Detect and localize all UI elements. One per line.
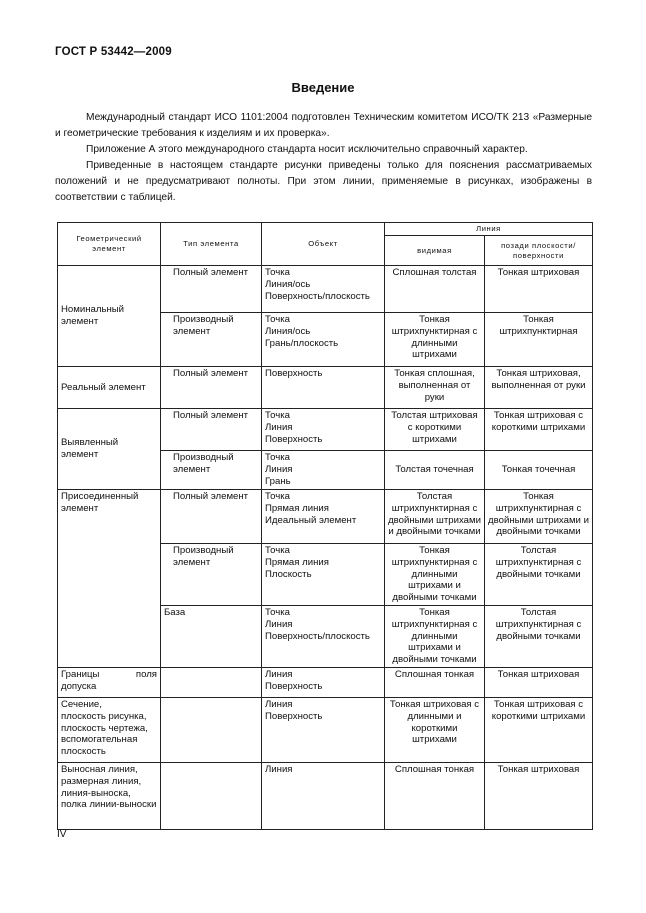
cell-extension-line-visible: Сплошная тонкая (385, 762, 485, 829)
cell-extension-line-object: Линия (262, 762, 385, 829)
cell-associated-geom: Присоединенный элемент (58, 490, 161, 668)
header-element-type: Тип элемента (161, 223, 262, 266)
cell-extracted-derived-object: Точка Линия Грань (262, 451, 385, 490)
cell-extracted-full-object: Точка Линия Поверхность (262, 409, 385, 451)
cell-real-type: Полный элемент (161, 367, 262, 409)
cell-extracted-geom: Выявленный элемент (58, 409, 161, 490)
header-visible: видимая (385, 236, 485, 266)
intro-section (55, 110, 592, 206)
cell-associated-datum-behind: Толстая штрихпунктирная с двойными точками (485, 605, 593, 667)
cell-associated-full-type: Полный элемент (161, 490, 262, 544)
cell-nominal-derived-behind: Тонкая штрихпунктирная (485, 313, 593, 367)
header-object: Объект (262, 223, 385, 266)
cell-associated-full-visible: Толстая штрихпунктирная с двойными штрихами и двойными точками (385, 490, 485, 544)
cell-section-behind: Тонкая штриховая с короткими штрихами (485, 697, 593, 762)
header-behind: позади плоскости/поверхности (485, 236, 593, 266)
cell-extracted-full-visible: Толстая штриховая с короткими штрихами (385, 409, 485, 451)
cell-associated-full-object: Точка Прямая линия Идеальный элемент (262, 490, 385, 544)
intro-paragraph-1: Международный стандарт ИСО 1101:2004 подготовлен Техническим комитетом ИСО/ТК 213 «Размерные и геометрические требования к изделиям и их проверка». (55, 112, 592, 139)
document-header: ГОСТ Р 53442—2009 (55, 46, 172, 58)
cell-extension-line-type (161, 762, 262, 829)
cell-extracted-full-type: Полный элемент (161, 409, 262, 451)
cell-associated-derived-object: Точка Прямая линия Плоскость (262, 544, 385, 606)
cell-section-object: Линия Поверхность (262, 697, 385, 762)
cell-associated-datum-visible: Тонкая штрихпунктирная с длинными штрихами и двойными точками (385, 605, 485, 667)
cell-nominal-derived-visible: Тонкая штрихпунктирная с длинными штрихами (385, 313, 485, 367)
intro-paragraph-3: Приведенные в настоящем стандарте рисунки приведены только для пояснения рассматриваемых положений и не предусматривают полноты. При этом линии, применяемые в рисунках, изображены в соответствии с таблицей. (55, 160, 592, 203)
cell-section-visible: Тонкая штриховая с длинными и короткими штрихами (385, 697, 485, 762)
cell-associated-derived-visible: Тонкая штрихпунктирная с длинными штрихами и двойными точками (385, 544, 485, 606)
line-types-table (57, 222, 593, 830)
page-number: IV (57, 829, 67, 840)
intro-paragraph-2: Приложение А этого международного стандарта носит исключительно справочный характер. (86, 144, 528, 155)
cell-tolerance-behind: Тонкая штриховая (485, 667, 593, 697)
cell-real-geom: Реальный элемент (58, 367, 161, 409)
cell-associated-derived-behind: Толстая штрихпунктирная с двойными точками (485, 544, 593, 606)
cell-extracted-derived-visible: Толстая точечная (385, 451, 485, 490)
cell-nominal-full-object: Точка Линия/ось Поверхность/плоскость (262, 266, 385, 313)
cell-extracted-derived-behind: Тонкая точечная (485, 451, 593, 490)
cell-nominal-full-behind: Тонкая штриховая (485, 266, 593, 313)
cell-real-visible: Тонкая сплошная, выполненная от руки (385, 367, 485, 409)
header-line: Линия (385, 223, 593, 236)
cell-associated-datum-object: Точка Линия Поверхность/плоскость (262, 605, 385, 667)
cell-nominal-full-type: Полный элемент (161, 266, 262, 313)
cell-real-object: Поверхность (262, 367, 385, 409)
cell-tolerance-object: Линия Поверхность (262, 667, 385, 697)
cell-extension-line-geom: Выносная линия, размерная линия, линия-выноска, полка линии-выноски (58, 762, 161, 829)
cell-nominal-full-visible: Сплошная толстая (385, 266, 485, 313)
cell-associated-derived-type: Производный элемент (161, 544, 262, 606)
cell-extracted-full-behind: Тонкая штриховая с короткими штрихами (485, 409, 593, 451)
cell-tolerance-geom: Границы поля допуска (58, 667, 161, 697)
cell-section-geom: Сечение, плоскость рисунка, плоскость чертежа, вспомогательная плоскость (58, 697, 161, 762)
cell-nominal-geom: Номинальный элемент (58, 266, 161, 367)
cell-tolerance-type (161, 667, 262, 697)
cell-associated-full-behind: Тонкая штрихпунктирная с двойными штрихами и двойными точками (485, 490, 593, 544)
cell-tolerance-visible: Сплошная тонкая (385, 667, 485, 697)
page-title: Введение (291, 80, 355, 95)
cell-nominal-derived-type: Производный элемент (161, 313, 262, 367)
cell-section-type (161, 697, 262, 762)
header-geometric-element: Геометрический элемент (58, 223, 161, 266)
cell-extension-line-behind: Тонкая штриховая (485, 762, 593, 829)
cell-nominal-derived-object: Точка Линия/ось Грань/плоскость (262, 313, 385, 367)
cell-real-behind: Тонкая штриховая, выполненная от руки (485, 367, 593, 409)
cell-extracted-derived-type: Производный элемент (161, 451, 262, 490)
cell-associated-datum-type: База (161, 605, 262, 667)
